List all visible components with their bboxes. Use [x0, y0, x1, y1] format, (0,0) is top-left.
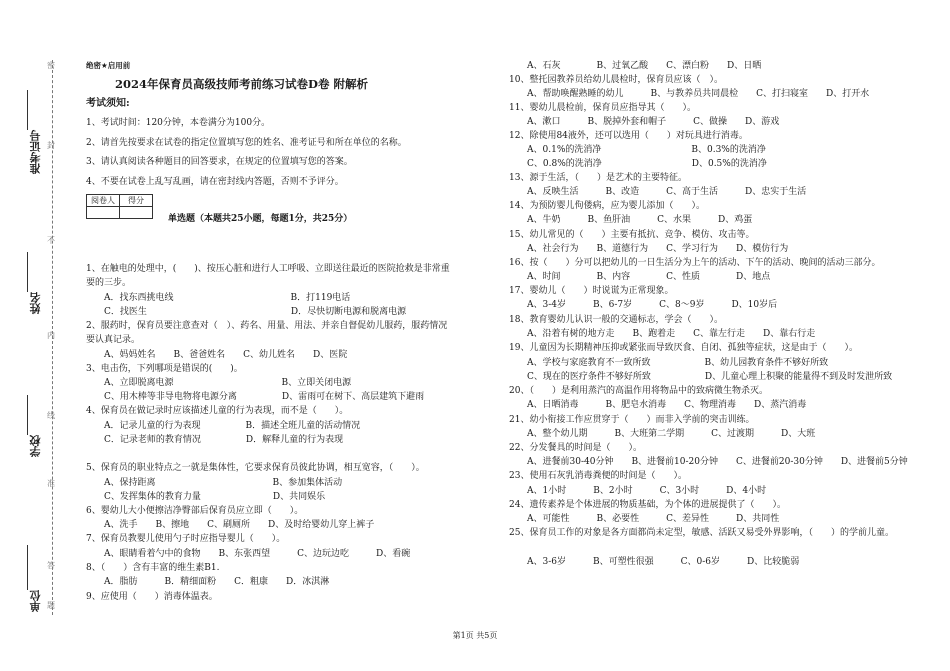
seal-tick: 题 — [47, 601, 55, 610]
field-name-line — [27, 252, 28, 292]
option-line: A、3-4岁 B、6-7岁 C、8～9岁 D、10岁后 — [509, 300, 778, 310]
option-line: A．找东西挑电线 B．打119电话 — [86, 293, 351, 303]
notice-heading: 考试须知: — [86, 98, 130, 109]
question-line: 14、为预防婴儿佝偻病，应为婴儿添加（ ）。 — [509, 201, 705, 211]
notice-item: 3、请认真阅读各种题目的回答要求，在规定的位置填写您的答案。 — [86, 157, 353, 167]
question-line: 23、使用石灰乳消毒粪便的时间是（ ）。 — [509, 471, 687, 481]
field-name-label: 姓名 — [29, 292, 42, 314]
question-line: 12、除使用84液外，还可以选用（ ）对玩具进行消毒。 — [509, 131, 748, 141]
score-cell-reviewer[interactable] — [87, 207, 120, 219]
question-line: 7、保育员教婴儿使用勺子时应指导婴儿（ ）。 — [86, 534, 286, 544]
question-line: 19、儿童因为长期精神压抑或紧张而导致厌食、自闭、孤独等症状，这是由于（ ）。 — [509, 343, 858, 353]
question-line: 11、婴幼儿晨检前，保育员应指导其（ ）。 — [509, 103, 696, 113]
page-footer: 第1页 共5页 — [452, 631, 498, 640]
option-line: C．找医生 D．尽快切断电源和脱离电源 — [86, 307, 407, 317]
question-line: 22、分发餐具的时间是（ ）。 — [509, 443, 642, 453]
option-line: A、整个幼儿期 B、大班第二学期 C、过渡期 D、大班 — [509, 429, 816, 439]
question-line: 1、在触电的处理中，( )、按压心脏和进行人工呼吸、立即送往最近的医院抢救是非常重 — [86, 264, 450, 274]
field-school-line — [27, 395, 28, 435]
question-line: 5、保育员的职业特点之一就是集体性，它要求保育员彼此协调，相互宽容，（ ）。 — [86, 463, 425, 473]
field-unit-label: 单位 — [29, 590, 42, 612]
option-line: A、反映生活 B、改造 C、高于生活 D、忠实于生活 — [509, 187, 807, 197]
field-unit-line — [27, 545, 28, 590]
option-line: A、可能性 B、必要性 C、差异性 D、共同性 — [509, 514, 780, 524]
option-line: A、时间 B、内容 C、性质 D、地点 — [509, 272, 771, 282]
question-line: 18、教育婴幼儿认识一般的交通标志，学会（ ）。 — [509, 315, 723, 325]
option-line: A、1小时 B、2小时 C、3小时 D、4小时 — [509, 486, 767, 496]
question-line: 3、电击伤，下列哪项是错误的( )。 — [86, 364, 243, 374]
seal-tick: 密 — [47, 61, 55, 70]
seal-tick: 线 — [47, 411, 55, 420]
page-title: 2024年保育员高级技师考前练习试卷D卷 附解析 — [115, 77, 368, 91]
seal-tick: 封 — [47, 141, 55, 150]
seal-tick: 不 — [47, 236, 55, 245]
score-table — [86, 194, 153, 219]
option-line: A、保持距离 B、参加集体活动 — [86, 478, 343, 488]
question-line: 10、整托园教养员给幼儿晨检时，保育员应该（ ）。 — [509, 75, 723, 85]
seal-tick: 内 — [47, 331, 55, 340]
option-line: A、眼睛看着勺中的食物 B、东张西望 C、边玩边吃 D、看碗 — [86, 549, 411, 559]
option-line: A、学校与家庭教育不一致所致 B、幼儿园教育条件不够好所致 — [509, 358, 829, 368]
score-cell-score[interactable] — [120, 207, 153, 219]
option-line: A．脂肪 B．精细面粉 C．粗康 D．冰淇淋 — [86, 577, 330, 587]
question-line: 6、婴幼儿大小便擦洁净臀部后保育员应立即（ ）。 — [86, 506, 304, 516]
option-line: C、用木棒等非导电物将电源分离 D、雷雨可在树下、高层建筑下避雨 — [86, 392, 425, 402]
question-line: 16、按（ ）分可以把幼儿的一日生活分为上午的活动、下午的活动、晚间的活动三部分。 — [509, 258, 881, 268]
score-header-score: 得分 — [120, 195, 153, 207]
field-exam-number-label: 准考证号 — [29, 130, 42, 174]
question-line: 8、（ ）含有丰富的维生素B1. — [86, 563, 220, 573]
option-line: A、牛奶 B、鱼肝油 C、水果 D、鸡蛋 — [509, 215, 753, 225]
option-line: A、沿着有树的地方走 B、跑着走 C、靠左行走 D、靠右行走 — [509, 329, 816, 339]
question-line: 25、保育员工作的对象是各方面都尚未定型，敏感、活跃又易受外界影响，（ ）的学前儿童。 — [509, 528, 894, 538]
question-line: 13、源于生活，（ ）是艺术的主要特征。 — [509, 173, 687, 183]
option-line: C．记录老师的教育情况 D．解释儿童的行为表现 — [86, 435, 344, 445]
option-line: A、洗手 B、擦地 C、刷厕所 D、及时给婴幼儿穿上裤子 — [86, 520, 375, 530]
notice-item: 4、不要在试卷上乱写乱画，请在密封线内答题，否则不予评分。 — [86, 177, 344, 187]
question-line: 9、应使用（ ）消毒体温表。 — [86, 592, 218, 602]
option-line: A、石灰 B、过氧乙酸 C、漂白粉 D、日晒 — [509, 61, 762, 71]
option-line: A、妈妈姓名 B、爸爸姓名 C、幼儿姓名 D、医院 — [86, 350, 348, 360]
secret-label: 绝密★启用前 — [86, 61, 131, 70]
question-line: 24、遗传素养是个体进展的物质基础，为个体的进展提供了（ ）。 — [509, 500, 786, 510]
option-line: A．记录儿童的行为表现 B．描述全班儿童的活动情况 — [86, 421, 361, 431]
section-heading: 单选题（本题共25小题，每题1分，共25分） — [168, 214, 353, 224]
seal-tick: 准 — [47, 479, 55, 488]
option-line: C、现在的医疗条件不够好所致 D、儿童心理上积聚的能量得不到及时发泄所致 — [509, 372, 893, 382]
question-line: 21、幼小衔接工作应贯穿于（ ）而非入学前的突击训练。 — [509, 415, 755, 425]
option-line: A、帮助唤醒熟睡的幼儿 B、与教养员共同晨检 C、打扫寝室 D、打开水 — [509, 89, 870, 99]
option-line: A、3-6岁 B、可塑性很强 C、0-6岁 D、比较脆弱 — [509, 557, 800, 567]
notice-item: 1、考试时间：120分钟，本卷满分为100分。 — [86, 118, 271, 128]
seal-tick: 答 — [47, 561, 55, 570]
binding-margin — [0, 0, 75, 671]
question-line: 20、（ ）是利用蒸汽的高温作用将物品中的致病微生物杀灭。 — [509, 386, 768, 396]
question-line: 要认真记录。 — [86, 335, 141, 345]
question-line: 要的三步。 — [86, 278, 132, 288]
field-exam-number-line — [27, 90, 28, 130]
notice-item: 2、请首先按要求在试卷的指定位置填写您的姓名、准考证号和所在单位的名称。 — [86, 138, 407, 148]
question-line: 15、幼儿常见的（ ）主要有抵抗、竞争、模仿、攻击等。 — [509, 230, 755, 240]
field-school-label: 学校 — [29, 435, 42, 457]
option-line: A、立即脱离电源 B、立即关闭电源 — [86, 378, 352, 388]
score-header-reviewer: 阅卷人 — [87, 195, 120, 207]
option-line: A、社会行为 B、道德行为 C、学习行为 D、模仿行为 — [509, 244, 789, 254]
option-line: C、0.8%的洗消净 D、0.5%的洗消净 — [509, 159, 767, 169]
option-line: A、日晒消毒 B、肥皂水消毒 C、物理消毒 D、蒸汽消毒 — [509, 400, 807, 410]
question-line: 4、保育员在做记录时应该描述儿童的行为表现，而不是（ ）。 — [86, 406, 349, 416]
option-line: A、进餐前30-40分钟 B、进餐前10-20分钟 C、进餐前20-30分钟 D、进餐前5分钟 — [509, 457, 908, 467]
option-line: A、0.1%的洗消净 B、0.3%的洗消净 — [509, 145, 766, 155]
question-line: 17、婴幼儿（ ）时说谎为正常现象。 — [509, 286, 674, 296]
option-line: C、发挥集体的教育力量 D、共同娱乐 — [86, 492, 326, 502]
question-line: 2、服药时，保育员要注意查对（ ）、药名、用量、用法、并亲自督促幼儿服药，服药情况 — [86, 321, 448, 331]
option-line: A、漱口 B、脱掉外套和帽子 C、做操 D、游戏 — [509, 117, 780, 127]
